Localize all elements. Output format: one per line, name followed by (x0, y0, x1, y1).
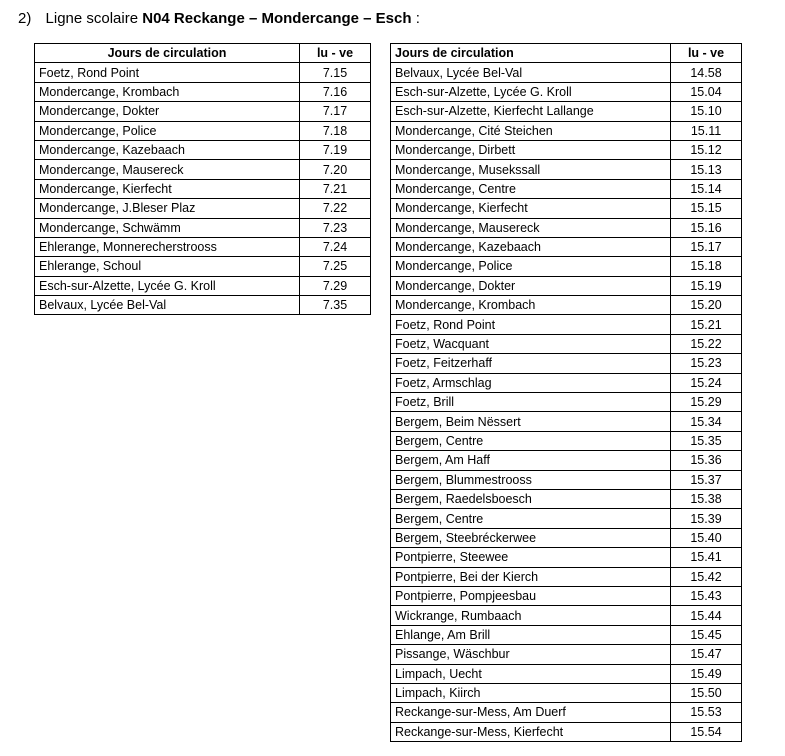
table-row (35, 257, 371, 276)
stop-name: Mondercange, Police (35, 121, 300, 140)
departure-time: 15.20 (671, 296, 742, 315)
table-row (391, 664, 742, 683)
table-row (391, 625, 742, 644)
table-row (391, 412, 742, 431)
stop-name: Mondercange, Centre (391, 179, 671, 198)
departure-time: 15.04 (671, 82, 742, 101)
table-row (391, 334, 742, 353)
section-heading (18, 9, 420, 29)
departure-time: 15.38 (671, 489, 742, 508)
stop-name: Esch-sur-Alzette, Lycée G. Kroll (35, 276, 300, 295)
table-row (391, 373, 742, 392)
stop-name: Foetz, Armschlag (391, 373, 671, 392)
stop-name: Bergem, Blummestrooss (391, 470, 671, 489)
stop-name: Mondercange, Krombach (35, 82, 300, 101)
table-row (391, 82, 742, 101)
departure-time: 15.44 (671, 606, 742, 625)
header-stop: Jours de circulation (35, 44, 300, 63)
stop-name: Bergem, Centre (391, 509, 671, 528)
route-name: N04 Reckange – Mondercange – Esch (142, 10, 412, 27)
departure-time: 15.43 (671, 586, 742, 605)
stop-name: Mondercange, J.Bleser Plaz (35, 199, 300, 218)
departure-time: 15.15 (671, 199, 742, 218)
stop-name: Mondercange, Kierfecht (391, 199, 671, 218)
stop-name: Mondercange, Police (391, 257, 671, 276)
table-row (391, 276, 742, 295)
stop-name: Mondercange, Cité Steichen (391, 121, 671, 140)
stop-name: Belvaux, Lycée Bel-Val (35, 296, 300, 315)
stop-name: Mondercange, Dokter (35, 102, 300, 121)
departure-time: 15.10 (671, 102, 742, 121)
table-row (35, 82, 371, 101)
stop-name: Ehlerange, Schoul (35, 257, 300, 276)
departure-time: 15.35 (671, 431, 742, 450)
stop-name: Bergem, Raedelsboesch (391, 489, 671, 508)
departure-time: 15.21 (671, 315, 742, 334)
table-row (391, 586, 742, 605)
departure-time: 15.47 (671, 645, 742, 664)
departure-time: 7.15 (300, 63, 371, 82)
table-row (391, 296, 742, 315)
departure-time: 7.17 (300, 102, 371, 121)
departure-time: 7.16 (300, 82, 371, 101)
table-row (35, 237, 371, 256)
departure-time: 7.24 (300, 237, 371, 256)
departure-time: 15.16 (671, 218, 742, 237)
stop-name: Esch-sur-Alzette, Kierfecht Lallange (391, 102, 671, 121)
stop-name: Pissange, Wäschbur (391, 645, 671, 664)
table-row (35, 179, 371, 198)
stop-name: Mondercange, Schwämm (35, 218, 300, 237)
table-row (391, 722, 742, 741)
departure-time: 7.19 (300, 140, 371, 159)
departure-time: 15.19 (671, 276, 742, 295)
stop-name: Foetz, Rond Point (35, 63, 300, 82)
table-row (391, 121, 742, 140)
table-row (391, 470, 742, 489)
departure-time: 7.25 (300, 257, 371, 276)
stop-name: Mondercange, Dirbett (391, 140, 671, 159)
departure-time: 15.50 (671, 683, 742, 702)
stop-name: Bergem, Centre (391, 431, 671, 450)
table-row (391, 528, 742, 547)
table-row (35, 121, 371, 140)
departure-time: 15.22 (671, 334, 742, 353)
stop-name: Mondercange, Mausereck (35, 160, 300, 179)
stop-name: Foetz, Rond Point (391, 315, 671, 334)
departure-time: 15.24 (671, 373, 742, 392)
heading-prefix: Ligne scolaire (45, 10, 139, 27)
header-days: lu - ve (671, 44, 742, 63)
table-row (391, 237, 742, 256)
table-row (391, 489, 742, 508)
table-row (35, 276, 371, 295)
table-row (391, 160, 742, 179)
departure-time: 15.39 (671, 509, 742, 528)
table-row (391, 683, 742, 702)
departure-time: 15.40 (671, 528, 742, 547)
stop-name: Mondercange, Kazebaach (35, 140, 300, 159)
table-row (391, 315, 742, 334)
table-row (391, 431, 742, 450)
departure-time: 15.53 (671, 703, 742, 722)
stop-name: Reckange-sur-Mess, Am Duerf (391, 703, 671, 722)
stop-name: Reckange-sur-Mess, Kierfecht (391, 722, 671, 741)
section-number: 2) (18, 10, 32, 27)
departure-time: 15.13 (671, 160, 742, 179)
table-row (391, 509, 742, 528)
departure-time: 7.22 (300, 199, 371, 218)
departure-time: 15.18 (671, 257, 742, 276)
stop-name: Mondercange, Musekssall (391, 160, 671, 179)
table-header-row (35, 44, 371, 63)
table-row (391, 199, 742, 218)
table-row (391, 218, 742, 237)
stop-name: Limpach, Kiirch (391, 683, 671, 702)
table-row (391, 179, 742, 198)
stop-name: Limpach, Uecht (391, 664, 671, 683)
stop-name: Bergem, Steebréckerwee (391, 528, 671, 547)
table-row (391, 354, 742, 373)
stop-name: Wickrange, Rumbaach (391, 606, 671, 625)
departure-time: 15.36 (671, 451, 742, 470)
afternoon-schedule-table (390, 43, 742, 742)
stop-name: Pontpierre, Pompjeesbau (391, 586, 671, 605)
table-row (391, 606, 742, 625)
header-stop: Jours de circulation (391, 44, 671, 63)
departure-time: 14.58 (671, 63, 742, 82)
table-row (391, 548, 742, 567)
stop-name: Ehlerange, Monnerecherstrooss (35, 237, 300, 256)
stop-name: Foetz, Feitzerhaff (391, 354, 671, 373)
stop-name: Mondercange, Kierfecht (35, 179, 300, 198)
table-row (35, 160, 371, 179)
departure-time: 15.14 (671, 179, 742, 198)
stop-name: Bergem, Am Haff (391, 451, 671, 470)
departure-time: 15.54 (671, 722, 742, 741)
departure-time: 7.35 (300, 296, 371, 315)
table-row (391, 645, 742, 664)
table-row (35, 140, 371, 159)
table-row (35, 63, 371, 82)
stop-name: Bergem, Beim Nëssert (391, 412, 671, 431)
table-row (391, 140, 742, 159)
table-row (35, 102, 371, 121)
stop-name: Esch-sur-Alzette, Lycée G. Kroll (391, 82, 671, 101)
departure-time: 7.23 (300, 218, 371, 237)
header-days: lu - ve (300, 44, 371, 63)
table-row (391, 703, 742, 722)
table-row (391, 393, 742, 412)
departure-time: 7.20 (300, 160, 371, 179)
stop-name: Foetz, Wacquant (391, 334, 671, 353)
departure-time: 15.17 (671, 237, 742, 256)
table-row (391, 102, 742, 121)
stop-name: Mondercange, Dokter (391, 276, 671, 295)
table-row (35, 296, 371, 315)
table-header-row (391, 44, 742, 63)
table-row (35, 218, 371, 237)
table-row (391, 63, 742, 82)
stop-name: Foetz, Brill (391, 393, 671, 412)
departure-time: 7.29 (300, 276, 371, 295)
heading-suffix: : (415, 10, 420, 27)
departure-time: 15.12 (671, 140, 742, 159)
departure-time: 15.41 (671, 548, 742, 567)
morning-schedule-table (34, 43, 371, 315)
stop-name: Pontpierre, Steewee (391, 548, 671, 567)
departure-time: 15.29 (671, 393, 742, 412)
stop-name: Mondercange, Kazebaach (391, 237, 671, 256)
departure-time: 15.42 (671, 567, 742, 586)
departure-time: 15.34 (671, 412, 742, 431)
departure-time: 15.11 (671, 121, 742, 140)
stop-name: Mondercange, Mausereck (391, 218, 671, 237)
stop-name: Pontpierre, Bei der Kierch (391, 567, 671, 586)
stop-name: Ehlange, Am Brill (391, 625, 671, 644)
table-row (391, 567, 742, 586)
table-row (35, 199, 371, 218)
departure-time: 7.21 (300, 179, 371, 198)
departure-time: 15.49 (671, 664, 742, 683)
stop-name: Belvaux, Lycée Bel-Val (391, 63, 671, 82)
stop-name: Mondercange, Krombach (391, 296, 671, 315)
departure-time: 7.18 (300, 121, 371, 140)
table-row (391, 257, 742, 276)
table-row (391, 451, 742, 470)
departure-time: 15.23 (671, 354, 742, 373)
departure-time: 15.37 (671, 470, 742, 489)
departure-time: 15.45 (671, 625, 742, 644)
